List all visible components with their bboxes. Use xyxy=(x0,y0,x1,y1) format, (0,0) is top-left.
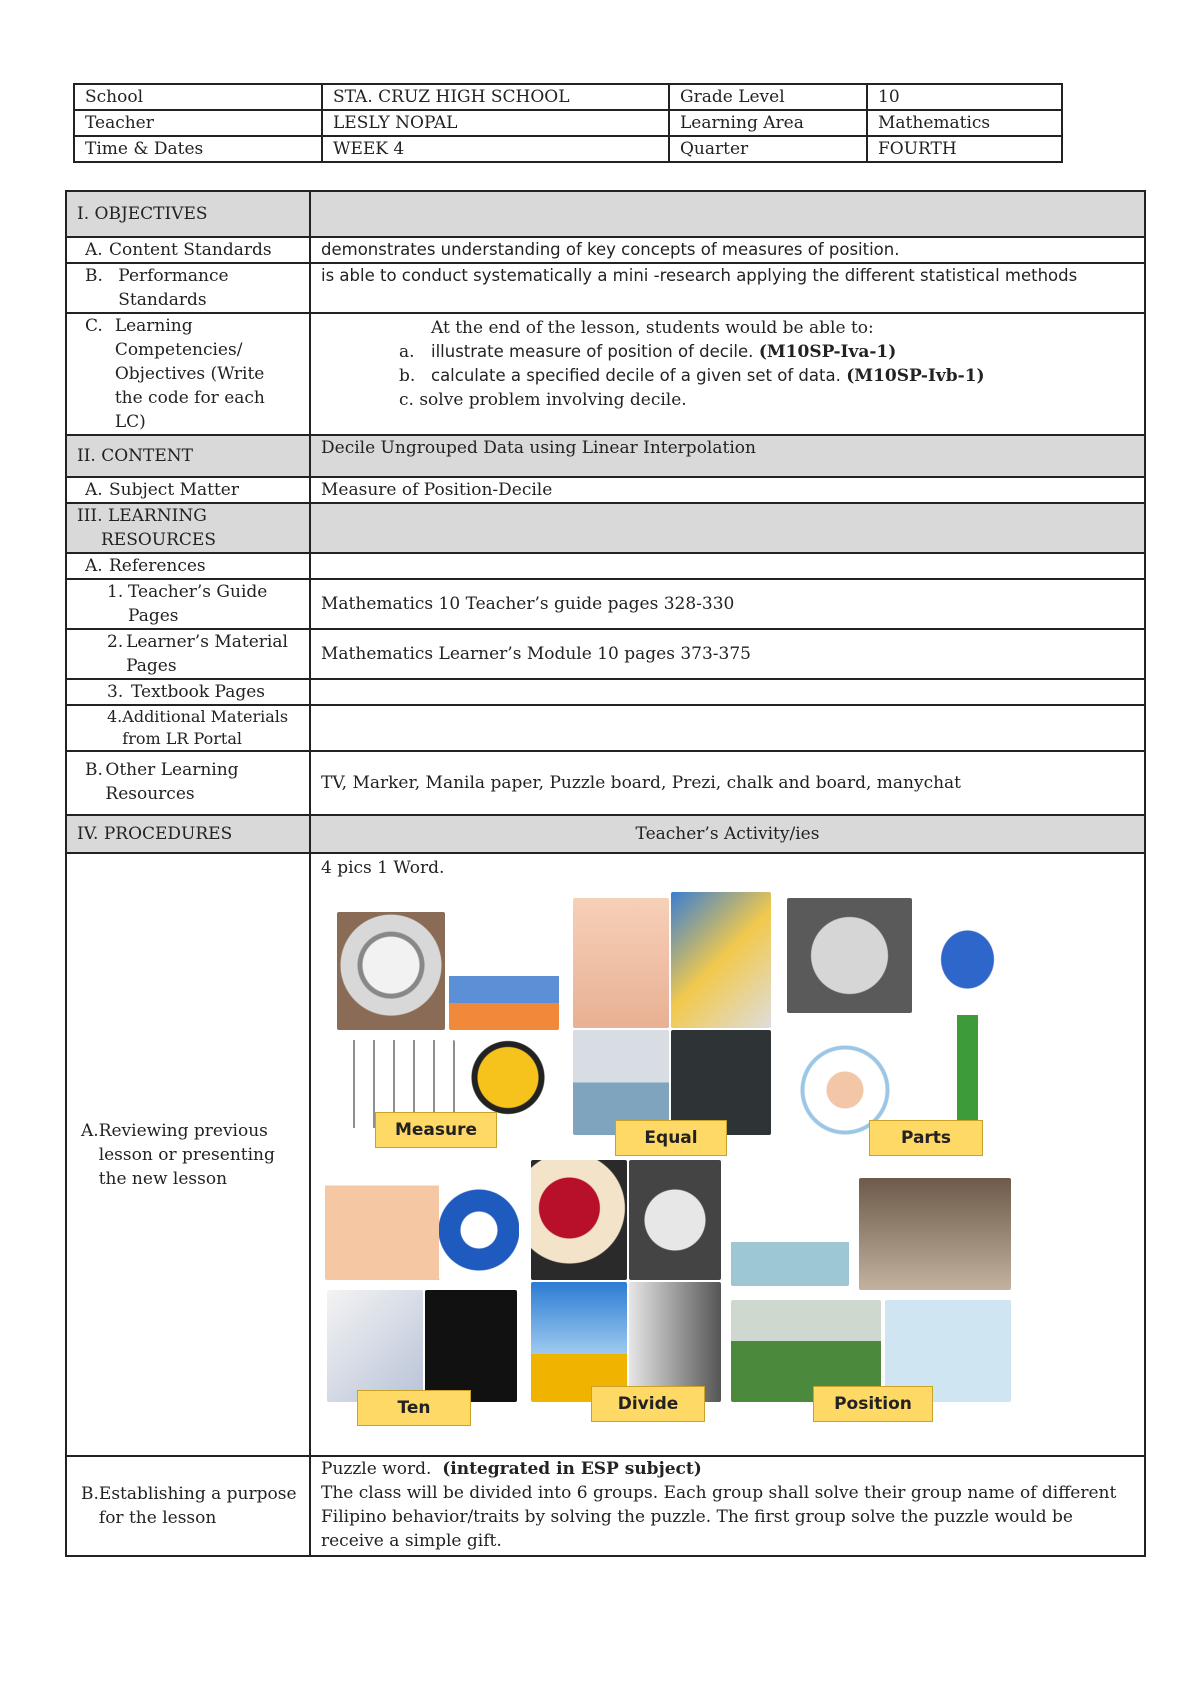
cake-slice-image xyxy=(531,1160,627,1280)
grade-value: 10 xyxy=(867,84,1062,110)
divide-app-icon-image xyxy=(629,1160,721,1280)
hands-image xyxy=(573,898,669,1028)
reviewing-lesson-content xyxy=(310,853,1145,1456)
competency-c: c. solve problem involving decile. xyxy=(399,390,687,410)
four-pics-one-word-puzzle xyxy=(319,880,1059,1455)
white-hands-image xyxy=(327,1290,423,1402)
label-ten: Ten xyxy=(357,1390,471,1426)
textbook-pages-label: 3. Textbook Pages xyxy=(66,679,310,705)
performance-standards-label: B. Performance Standards xyxy=(66,263,310,313)
learning-competencies-value xyxy=(310,313,1145,435)
school-value: STA. CRUZ HIGH SCHOOL xyxy=(322,84,669,110)
area-label: Learning Area xyxy=(669,110,867,136)
chess-image xyxy=(859,1178,1011,1290)
lesson-plan-table xyxy=(65,190,1146,1557)
learners-material-label: 2. Learner’s Material Pages xyxy=(66,629,310,679)
label-divide: Divide xyxy=(591,1386,705,1422)
label-position: Position xyxy=(813,1386,933,1422)
road-sign-image xyxy=(531,1282,627,1402)
content-standards-label: A. Content Standards xyxy=(66,237,310,263)
puzzle-word-description: The class will be divided into 6 groups. Each group shall solve their group name of different Filipino behavior/traits by solving the puzzle. The first group solve the puzzle would be receive a simple gift. xyxy=(321,1483,1117,1551)
grade-label: Grade Level xyxy=(669,84,867,110)
plant-parts-image xyxy=(915,1015,1020,1135)
car-parts-image xyxy=(915,902,1020,1017)
label-equal: Equal xyxy=(615,1120,727,1156)
reviewing-lesson-label: A. Reviewing previous lesson or presenting the new lesson xyxy=(66,853,310,1456)
four-pics-intro: 4 pics 1 Word. xyxy=(321,858,445,878)
time-value: WEEK 4 xyxy=(322,136,669,162)
establishing-purpose-label: B. Establishing a purpose for the lesson xyxy=(66,1456,310,1556)
learning-competencies-label: C. Learning Competencies/ Objectives (Write the code for each LC) xyxy=(66,313,310,435)
learners-material-value: Mathematics Learner’s Module 10 pages 373-375 xyxy=(310,629,1145,679)
objectives-heading: I. OBJECTIVES xyxy=(66,191,310,237)
area-value: Mathematics xyxy=(867,110,1062,136)
quarter-value: FOURTH xyxy=(867,136,1062,162)
subject-matter-label: A. Subject Matter xyxy=(66,477,310,503)
additional-materials-label: 4. Additional Materials from LR Portal xyxy=(66,705,310,751)
puzzle-head-image xyxy=(787,898,912,1013)
tape-measure-image xyxy=(459,1030,557,1125)
quarter-label: Quarter xyxy=(669,136,867,162)
counting-hands-image xyxy=(325,1162,441,1280)
teachers-guide-label: 1. Teacher’s Guide Pages xyxy=(66,579,310,629)
other-resources-label: B. Other Learning Resources xyxy=(66,751,310,815)
teacher-value: LESLY NOPAL xyxy=(322,110,669,136)
weighing-scale-image xyxy=(337,912,445,1030)
teachers-activity-heading: Teacher’s Activity/ies xyxy=(310,815,1145,853)
label-measure: Measure xyxy=(375,1112,497,1148)
competencies-intro: At the end of the lesson, students would be able to: xyxy=(431,318,874,338)
competency-b: b. calculate a specified decile of a given set of data. (M10SP-Ivb-1) xyxy=(399,366,985,386)
label-parts: Parts xyxy=(869,1120,983,1156)
podium-image xyxy=(731,1176,849,1286)
content-standards-value: demonstrates understanding of key concepts of measures of position. xyxy=(310,237,1145,263)
procedures-heading: IV. PROCEDURES xyxy=(66,815,310,853)
content-value: Decile Ungrouped Data using Linear Interpolation xyxy=(310,435,1145,477)
subject-matter-value: Measure of Position-Decile xyxy=(310,477,1145,503)
paper-people-image xyxy=(671,892,771,1028)
establishing-purpose-content xyxy=(310,1456,1145,1556)
teachers-guide-value: Mathematics 10 Teacher’s guide pages 328-330 xyxy=(310,579,1145,629)
performance-standards-value: is able to conduct systematically a mini -research applying the different statistical methods xyxy=(310,263,1145,313)
resources-heading: III. LEARNING RESOURCES xyxy=(66,503,310,553)
ben10-logo-image xyxy=(425,1290,517,1402)
school-label: School xyxy=(74,84,322,110)
content-heading: II. CONTENT xyxy=(66,435,310,477)
couple-split-image xyxy=(629,1282,721,1402)
references-label: A. References xyxy=(66,553,310,579)
header-table xyxy=(73,83,1063,163)
teacher-label: Teacher xyxy=(74,110,322,136)
billiard-ball-image xyxy=(439,1180,519,1280)
scientist-image xyxy=(449,940,559,1030)
puzzle-word-title: Puzzle word. (integrated in ESP subject) xyxy=(321,1459,702,1479)
competency-a: a. illustrate measure of position of decile. (M10SP-Iva-1) xyxy=(399,342,897,362)
time-label: Time & Dates xyxy=(74,136,322,162)
other-resources-value: TV, Marker, Manila paper, Puzzle board, Prezi, chalk and board, manychat xyxy=(310,751,1145,815)
